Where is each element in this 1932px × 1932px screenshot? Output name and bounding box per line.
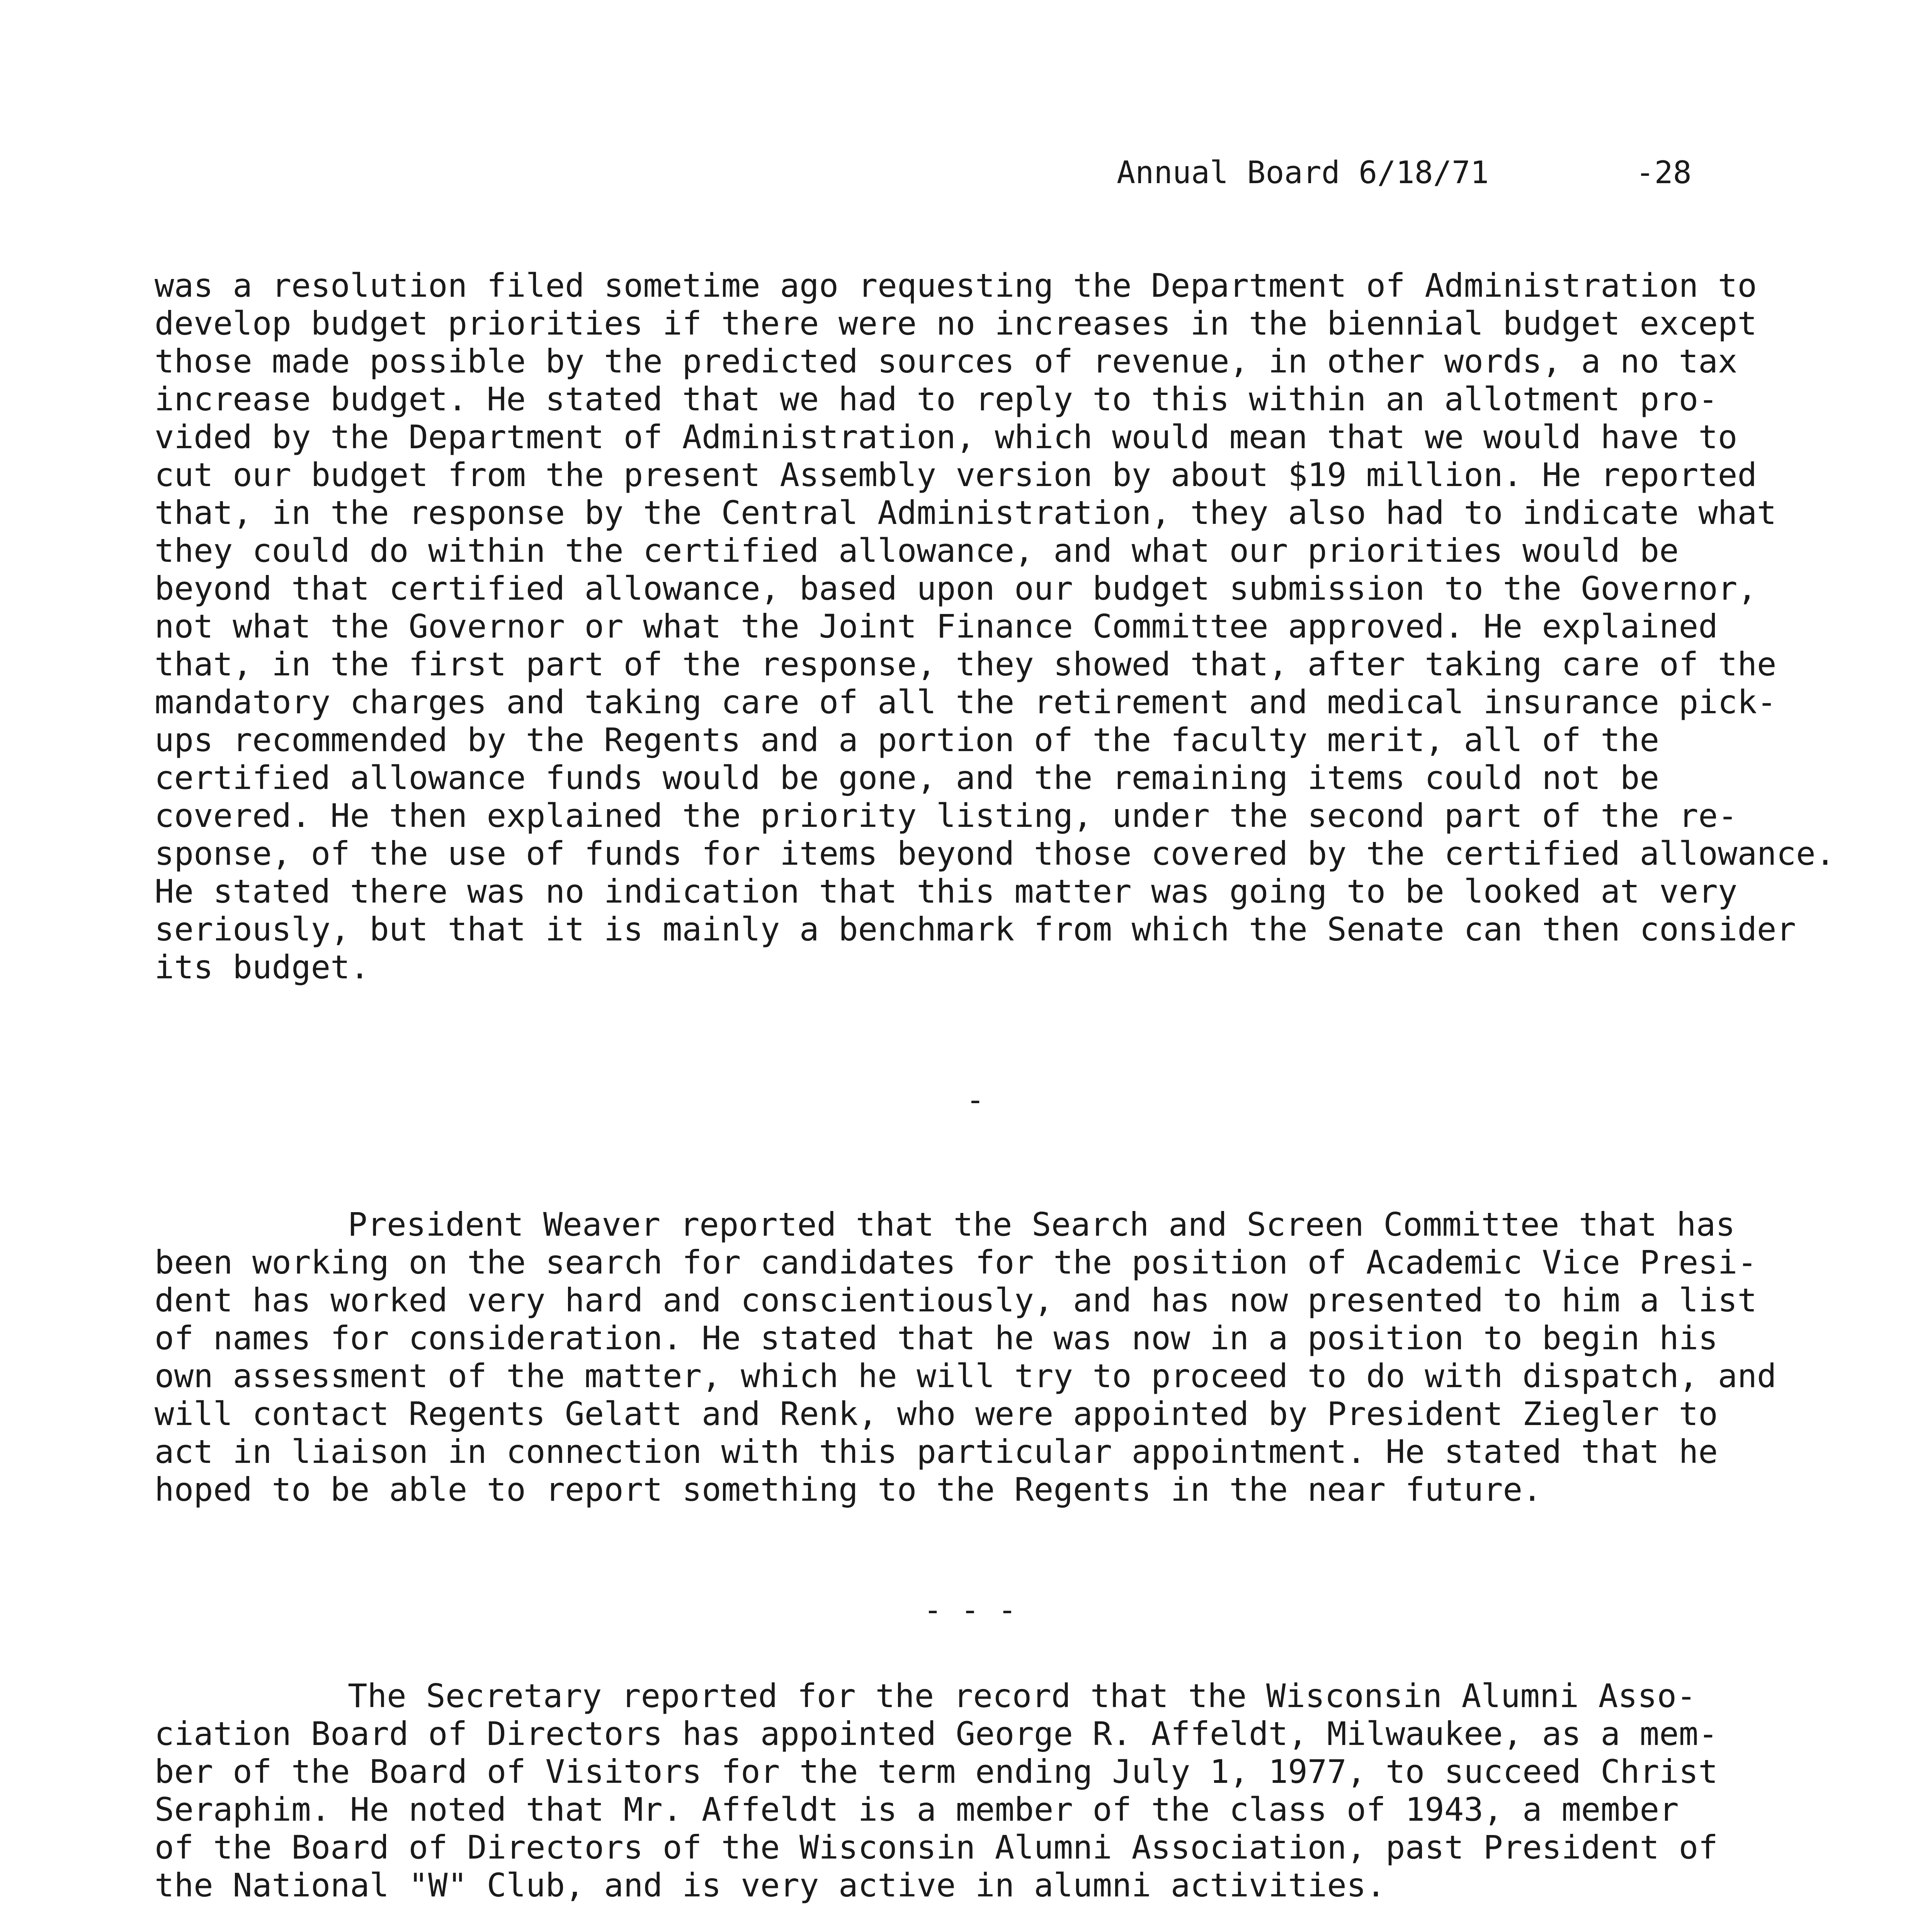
text-line: beyond that certified allowance, based upon our budget submission to the Governor, [155,570,1757,607]
text-line: its budget. [155,948,370,986]
text-line: ber of the Board of Visitors for the term ending July 1, 1977, to succeed Christ [155,1753,1718,1791]
text-line: dent has worked very hard and conscientiously, and has now presented to him a list [155,1281,1757,1319]
text-line: certified allowance funds would be gone, and the remaining items could not be [155,759,1660,797]
text-line: of names for consideration. He stated that he was now in a position to begin his [155,1319,1718,1357]
text-line: Seraphim. He noted that Mr. Affeldt is a member of the class of 1943, a member [155,1791,1679,1828]
text-line: that, in the response by the Central Administration, they also had to indicate what [155,494,1777,532]
text-line: develop budget priorities if there were no increases in the biennial budget except [155,304,1757,342]
text-line: own assessment of the matter, which he will try to proceed to do with dispatch, and [155,1357,1777,1395]
paragraph-secretary-report [155,1677,1855,1904]
text-line: was a resolution filed sometime ago requesting the Department of Administration to [155,267,1757,304]
text-line: they could do within the certified allowance, and what our priorities would be [155,532,1679,570]
section-separator: - [966,1082,985,1118]
text-line: sponse, of the use of funds for items beyond those covered by the certified allowance. [155,835,1835,872]
header-page-number: -28 [1636,155,1692,190]
text-line: covered. He then explained the priority listing, under the second part of the re- [155,797,1738,835]
text-line: hoped to be able to report something to the Regents in the near future. [155,1471,1542,1509]
section-separator: - - - [923,1592,1017,1628]
text-line: increase budget. He stated that we had to reply to this within an allotment pro- [155,380,1718,418]
text-line: been working on the search for candidates for the position of Academic Vice Presi- [155,1243,1757,1281]
text-line: The Secretary reported for the record that the Wisconsin Alumni Asso- [348,1677,1696,1715]
page-header [1117,155,1692,190]
text-line: seriously, but that it is mainly a benchmark from which the Senate can then consider [155,910,1796,948]
paragraph-search-committee [155,1206,1855,1509]
text-line: ups recommended by the Regents and a portion of the faculty merit, all of the [155,721,1660,759]
text-line: President Weaver reported that the Search and Screen Committee that has [348,1206,1735,1243]
header-title: Annual Board 6/18/71 [1117,155,1489,190]
text-line: the National "W" Club, and is very active in alumni activities. [155,1866,1386,1904]
text-line: of the Board of Directors of the Wisconsin Alumni Association, past President of [155,1828,1718,1866]
text-line: ciation Board of Directors has appointed George R. Affeldt, Milwaukee, as a mem- [155,1715,1718,1753]
text-line: act in liaison in connection with this particular appointment. He stated that he [155,1433,1718,1471]
text-line: not what the Governor or what the Joint Finance Committee approved. He explained [155,607,1718,645]
text-line: will contact Regents Gelatt and Renk, who were appointed by President Ziegler to [155,1395,1718,1433]
text-line: mandatory charges and taking care of all the retirement and medical insurance pick- [155,683,1777,721]
paragraph-budget-priorities [155,267,1855,986]
text-line: cut our budget from the present Assembly version by about $19 million. He reported [155,456,1757,494]
text-line: those made possible by the predicted sources of revenue, in other words, a no tax [155,342,1738,380]
text-line: that, in the first part of the response, they showed that, after taking care of the [155,645,1777,683]
text-line: He stated there was no indication that this matter was going to be looked at very [155,872,1738,910]
text-line: vided by the Department of Administration, which would mean that we would have to [155,418,1738,456]
